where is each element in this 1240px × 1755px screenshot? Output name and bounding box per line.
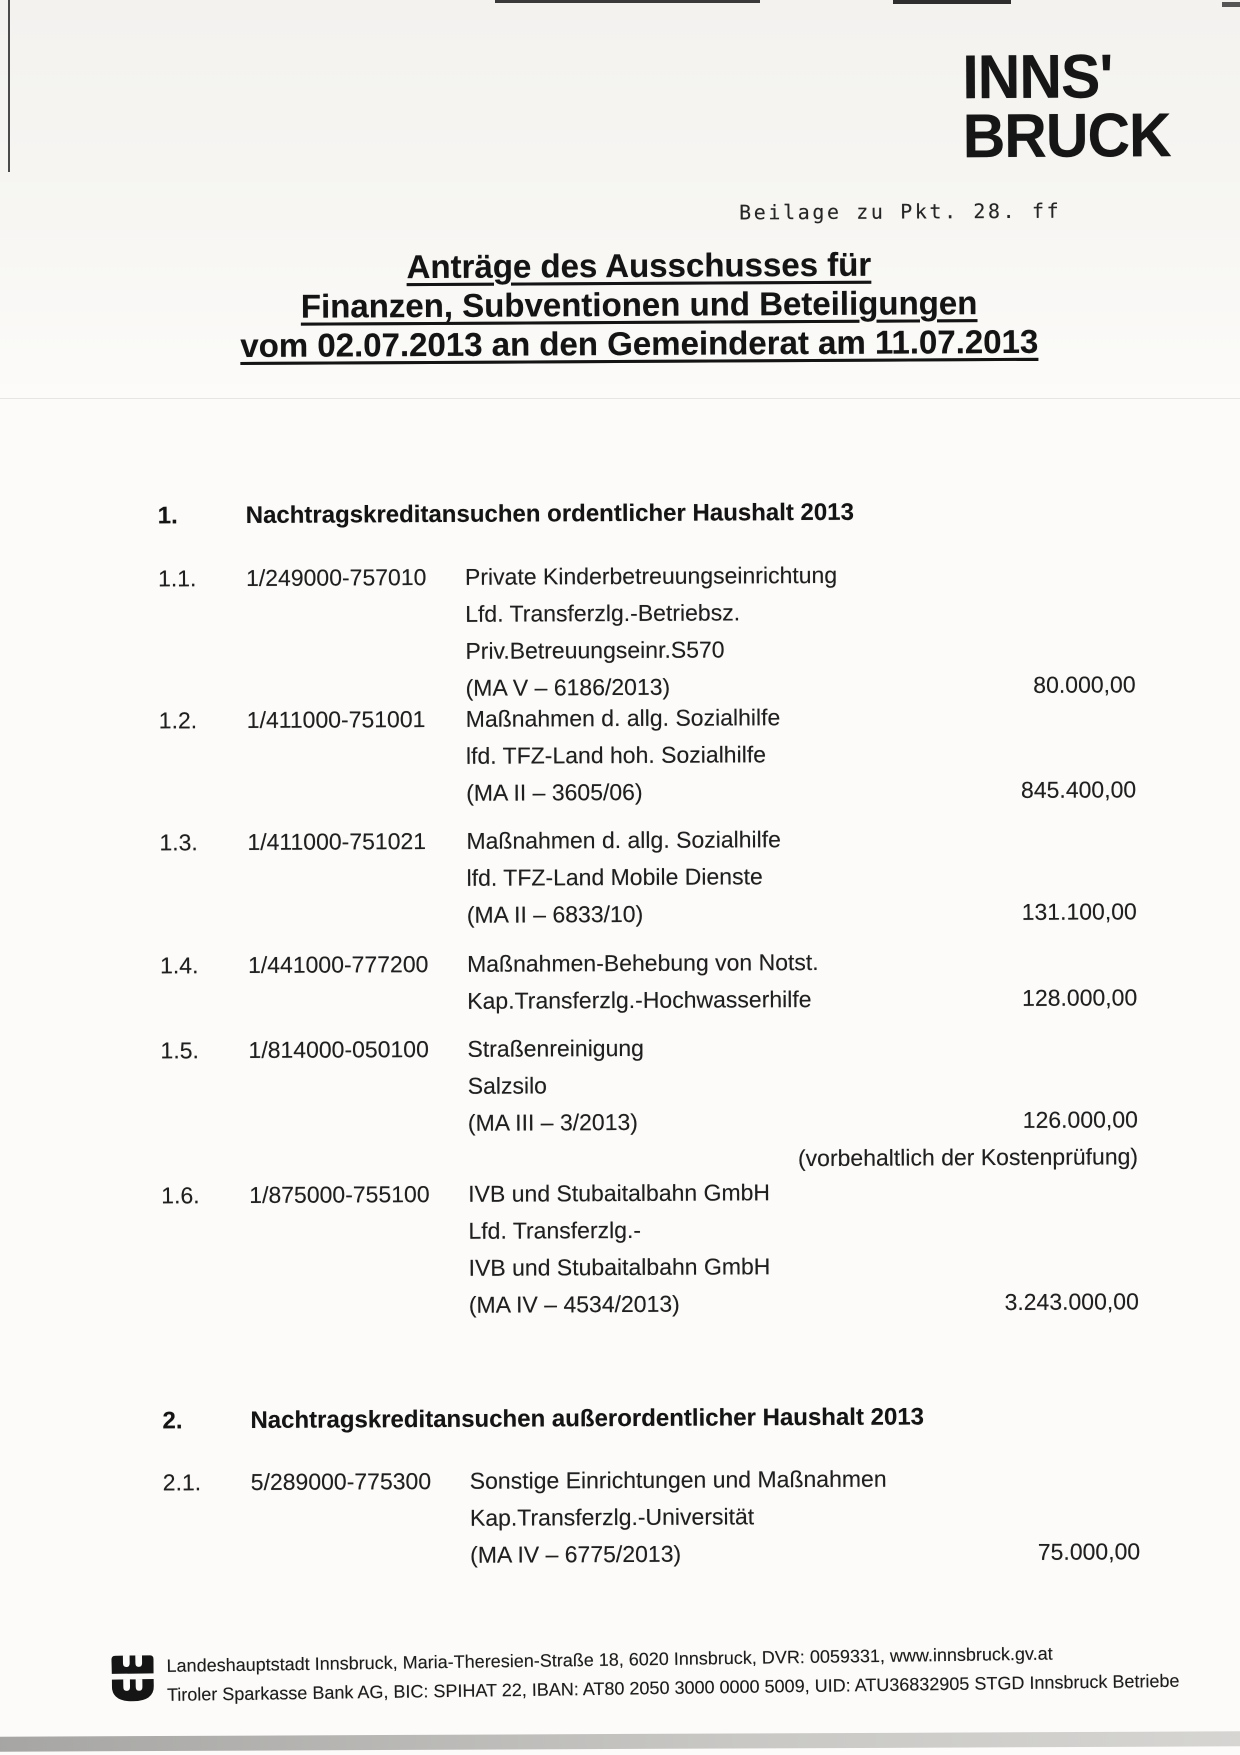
item-number: 1.2. [158,707,198,734]
description-line: Lfd. Transferzlg.- [468,1216,642,1244]
description-line: (MA II – 6833/10) [466,900,644,928]
budget-item-1-6 [161,1172,1139,1325]
item-account-code: 1/814000-050100 [248,1036,429,1063]
item-amount: 126.000,00 [1022,1106,1138,1133]
description-line: (MA IV – 4534/2013) [468,1290,680,1318]
description-line: Maßnahmen d. allg. Sozialhilfe [466,826,781,854]
description-line: Straßenreinigung [467,1034,645,1062]
description-line: Private Kinderbetreuungseinrichtung [464,561,838,590]
item-account-code: 1/249000-757010 [245,564,427,591]
description-line: Maßnahmen-Behebung von Notst. [466,948,819,977]
title-line-3: vom 02.07.2013 an den Gemeinderat am 11.07.2013 [240,322,1039,364]
innsbruck-crest-icon [111,1655,154,1707]
section-number: 2. [162,1407,183,1435]
budget-item-1-1 [158,555,1136,708]
description-line: IVB und Stubaitalbahn GmbH [468,1179,771,1207]
item-account-code: 5/289000-775300 [250,1468,432,1495]
description-line: Kap.Transferzlg.-Hochwasserhilfe [467,986,812,1014]
description-line: Lfd. Transferzlg.-Betriebsz. [465,599,741,627]
description-line: Priv.Betreuungseinr.S570 [465,636,725,664]
item-number: 1.3. [159,829,198,856]
item-account-code: 1/411000-751001 [246,706,426,733]
item-number: 1.5. [160,1037,199,1064]
item-number: 1.1. [157,565,197,592]
budget-item-1-2 [159,697,1137,813]
item-amount-note: (vorbehaltlich der Kostenprüfung) [797,1143,1139,1172]
footer-text [166,1638,1179,1710]
logo-line-1: INNS' [962,42,1113,113]
item-amount: 131.100,00 [1021,898,1137,925]
item-number: 1.4. [159,952,199,979]
item-account-code: 1/441000-777200 [247,951,429,978]
section-1-heading [158,497,1135,530]
item-account-code: 1/875000-755100 [249,1181,430,1208]
description-line: (MA IV – 6775/2013) [470,1540,682,1568]
document-footer [111,1638,1180,1711]
description-line: Kap.Transferzlg.-Universität [469,1503,755,1531]
title-line-1: Anträge des Ausschusses für [406,245,872,286]
description-line: Sonstige Einrichtungen und Maßnahmen [469,1465,887,1494]
budget-item-1-4 [160,942,1137,1021]
budget-item-2-1 [163,1459,1141,1575]
budget-item-1-3 [159,819,1137,935]
section-title: Nachtragskreditansuchen ordentlicher Haushalt 2013 [245,498,854,529]
description-line: IVB und Stubaitalbahn GmbH [468,1253,771,1281]
description-line: (MA V – 6186/2013) [465,673,671,701]
item-amount: 75.000,00 [1037,1538,1141,1565]
item-account-code: 1/411000-751021 [247,828,427,855]
innsbruck-logo [962,42,1171,172]
description-line: Salzsilo [467,1072,548,1099]
budget-item-1-5 [160,1027,1139,1172]
item-amount: 128.000,00 [1022,984,1138,1011]
section-number: 1. [157,502,178,530]
item-amount: 80.000,00 [1033,671,1136,698]
description-line: (MA II – 3605/06) [466,778,643,806]
description-line: (MA III – 3/2013) [467,1108,638,1136]
item-amount: 845.400,00 [1020,776,1137,803]
section-2-heading [162,1402,1139,1435]
document-title [21,243,1240,366]
logo-line-2: BRUCK [962,101,1171,172]
description-line: lfd. TFZ-Land Mobile Dienste [466,863,763,891]
section-title: Nachtragskreditansuchen außerordentlicher Haushalt 2013 [250,1403,925,1434]
description-line: lfd. TFZ-Land hoh. Sozialhilfe [465,741,767,769]
description-line: Maßnahmen d. allg. Sozialhilfe [465,704,781,732]
item-amount: 3.243.000,00 [1004,1288,1139,1316]
footer-address-line: Landeshauptstadt Innsbruck, Maria-Theresien-Straße 18, 6020 Innsbruck, DVR: 0059331, www.innsbruck.gv.at [166,1643,1053,1676]
attachment-reference: Beilage zu Pkt. 28. ff [739,198,1062,225]
item-number: 1.6. [161,1182,200,1209]
title-line-2: Finanzen, Subventionen und Beteiligungen [300,284,978,325]
item-number: 2.1. [162,1469,202,1496]
footer-bank-line: Tiroler Sparkasse Bank AG, BIC: SPIHAT 22, IBAN: AT80 2050 3000 0000 5009, UID: ATU36832905 STGD Innsbruck Betriebe [166,1670,1180,1705]
